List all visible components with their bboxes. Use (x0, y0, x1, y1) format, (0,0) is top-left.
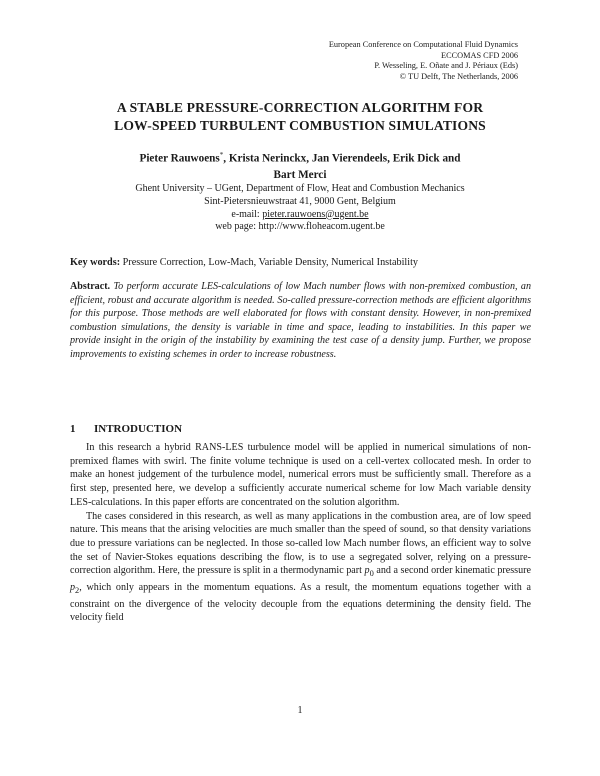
symbol-p2: p (70, 582, 76, 594)
keywords-label: Key words: (70, 257, 121, 268)
web-label: web page: (215, 221, 259, 233)
email-link[interactable]: pieter.rauwoens@ugent.be (262, 208, 369, 220)
corresponding-author-marker: * (219, 151, 224, 159)
authors-line-1 (100, 147, 500, 167)
web-link[interactable]: http://www.floheacom.ugent.be (258, 221, 385, 233)
title-line-2: LOW-SPEED TURBULENT COMBUSTION SIMULATIONS (114, 118, 486, 133)
authors-line-2: Bart Merci (273, 168, 327, 181)
section-title: INTRODUCTION (94, 423, 183, 435)
section-heading (70, 423, 530, 435)
affiliation (60, 183, 540, 234)
keywords-text: Pressure Correction, Low-Mach, Variable Density, Numerical Instability (122, 257, 418, 268)
section-number: 1 (70, 423, 76, 435)
paragraph-1: In this research a hybrid RANS-LES turbulence model will be applied in numerical simulations of non-premixed flames with swirl. The finite volume technique is used on a cell-vertex collocated mesh. In order to make an honest judgement of the turbulence model, numerical errors must be sufficiently small. Therefore as a first step, presented here, we develop a sufficiently accurate numerical scheme for low Mach variable density LES-calculations. In this paper efforts are concentrated on the solution algorithm. (70, 442, 531, 508)
conference-copyright: © TU Delft, The Netherlands, 2006 (399, 71, 518, 81)
affiliation-address: Sint-Pietersnieuwstraat 41, 9000 Gent, Belgium (204, 195, 396, 207)
abstract-text: To perform accurate LES-calculations of low Mach number flows with non-premixed combustion, an efficient, robust and accurate algorithm is needed. So-called pressure-correction methods are efficient algorithms for this purpose. Those methods are well elaborated for flows with constant density. However, in non-premixed combustion simulations, the density is variable in time and space, leading to instabilities. In this paper we provide insight in the origin of the instability by examining the test case of a density jump. Further, we propose improvements to existing schemes in order to increase robustness. (70, 281, 531, 360)
conference-header (258, 40, 518, 82)
co-authors: , Krista Nerinckx, Jan Vierendeels, Erik Dick and (223, 152, 461, 165)
email-label: e-mail: (231, 208, 263, 220)
first-author: Pieter Rauwoens (139, 152, 220, 165)
abstract (70, 280, 531, 362)
abstract-label: Abstract. (70, 281, 111, 292)
affiliation-webpage (60, 221, 540, 234)
paper-title (60, 99, 540, 135)
conference-name: European Conference on Computational Fluid Dynamics (328, 40, 518, 49)
symbol-p0: p (364, 565, 370, 577)
keywords (70, 256, 530, 269)
paragraph-2: The cases considered in this research, as well as many applications in the combustion area, are of low speed nature. This means that the arising velocities are much smaller than the speed of sound, so that density variations due to pressure variations can be neglected. In those so-called low Mach number flows, an efficient way to solve the set of Navier-Stokes equations describing the flow, is to use a segregated solver, relying on a pressure-correction algorithm. Here, the pressure is split in a thermodynamic part $p_0$ and a second order kinematic pressure $p_2$, which only appears in the momentum equations. As a result, the momentum equations together with a constraint on the divergence of the velocity decouple from the equations determining the density field. The velocity field (70, 510, 532, 624)
conference-acronym: ECCOMAS CFD 2006 (441, 50, 518, 60)
body-text (70, 441, 531, 625)
affiliation-institution: Ghent University – UGent, Department of Flow, Heat and Combustion Mechanics (135, 183, 465, 194)
affiliation-email (60, 209, 540, 222)
page-number: 1 (297, 705, 303, 716)
title-line-1: A STABLE PRESSURE-CORRECTION ALGORITHM FOR (116, 100, 484, 115)
conference-editors: P. Wesseling, E. Oñate and J. Périaux (Eds) (374, 61, 518, 71)
author-list (100, 147, 500, 183)
